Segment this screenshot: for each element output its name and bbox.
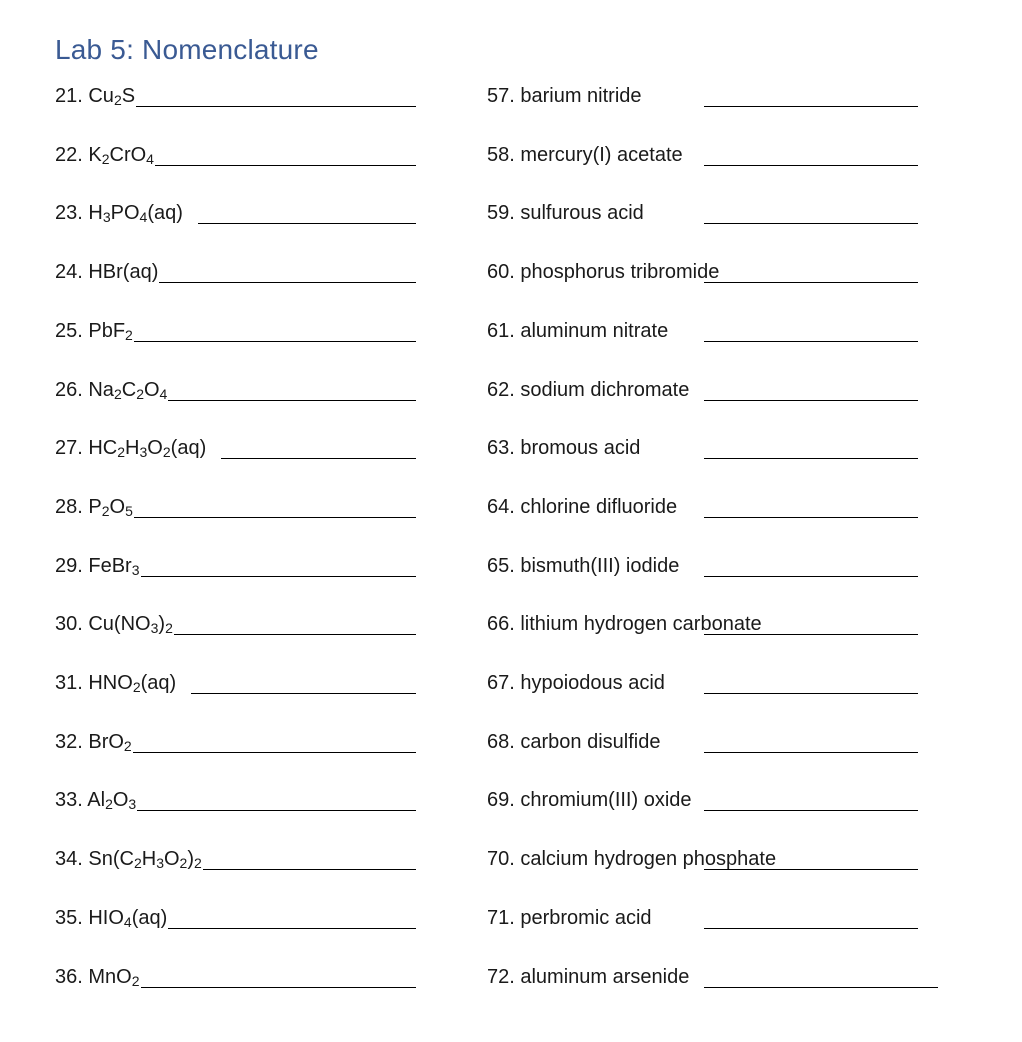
compound-name: bromous acid: [520, 437, 641, 460]
chemical-formula: $Sn(C_2H_3O_2)_2$: [88, 848, 202, 872]
question-number: 23.: [55, 202, 89, 225]
question-number: 70.: [487, 848, 521, 871]
question-number: 64.: [487, 495, 521, 518]
question-item: [487, 201, 644, 225]
answer-blank-line[interactable]: [704, 282, 918, 283]
answer-blank-line[interactable]: [704, 341, 918, 342]
answer-blank-line[interactable]: [141, 576, 417, 577]
question-item: [487, 612, 762, 636]
question-item: [487, 378, 689, 402]
question-item: [55, 84, 135, 108]
answer-blank-line[interactable]: [221, 458, 416, 459]
question-item: [487, 965, 689, 989]
answer-blank-line[interactable]: [704, 458, 918, 459]
answer-blank-line[interactable]: [137, 810, 416, 811]
chemical-formula: FeBr$_3$: [88, 554, 140, 578]
question-item: [487, 319, 668, 343]
question-number: 58.: [487, 143, 521, 166]
compound-name: mercury(I) acetate: [520, 143, 683, 166]
answer-blank-line[interactable]: [203, 869, 416, 870]
question-number: 30.: [55, 613, 89, 636]
question-number: 67.: [487, 672, 521, 694]
question-number: 24.: [55, 261, 89, 284]
answer-blank-line[interactable]: [704, 928, 918, 929]
compound-name: aluminum nitrate: [520, 319, 669, 342]
question-number: 61.: [487, 319, 521, 342]
question-number: 25.: [55, 319, 89, 342]
chemical-formula: $Na_2C_2O_4$: [88, 378, 168, 402]
answer-blank-line[interactable]: [704, 810, 918, 811]
answer-blank-line[interactable]: [704, 517, 918, 518]
question-number: 68.: [487, 730, 521, 753]
question-item: [487, 84, 642, 108]
chemical-formula: MnO$_2$: [88, 965, 140, 989]
answer-blank-line[interactable]: [704, 693, 918, 694]
question-item: [55, 319, 133, 343]
question-number: 35.: [55, 906, 89, 929]
question-number: 69.: [487, 789, 521, 812]
compound-name: sodium dichromate: [520, 378, 690, 401]
compound-name: bismuth(III) iodide: [520, 554, 680, 577]
question-number: 59.: [487, 202, 521, 225]
question-item: [55, 730, 132, 754]
question-number: 28.: [55, 495, 89, 518]
answer-blank-line[interactable]: [704, 165, 918, 166]
question-number: 36.: [55, 965, 89, 988]
answer-blank-line[interactable]: [191, 693, 416, 694]
answer-blank-line[interactable]: [174, 634, 416, 635]
chemical-formula: $H_3PO_4(aq)$: [88, 202, 183, 226]
question-number: 60.: [487, 261, 521, 284]
question-number: 32.: [55, 730, 89, 753]
question-number: 33.: [55, 789, 88, 812]
chemical-formula: $P_2O_5$: [88, 495, 133, 519]
compound-name: calcium hydrogen phosphate: [520, 848, 777, 871]
chemical-formula: $Al_2O_3$: [87, 789, 137, 813]
question-item: [487, 143, 683, 167]
question-number: 34.: [55, 848, 89, 871]
answer-blank-line[interactable]: [704, 223, 918, 224]
answer-blank-line[interactable]: [168, 928, 416, 929]
chemical-formula: $HC_2H_3O_2(aq)$: [88, 437, 207, 461]
question-item: [55, 495, 133, 519]
question-number: 66.: [487, 613, 521, 636]
question-item: [55, 847, 202, 871]
chemical-formula: HBr(aq): [88, 261, 159, 284]
question-number: 31.: [55, 672, 89, 694]
question-item: [55, 612, 173, 636]
answer-blank-line[interactable]: [134, 517, 416, 518]
answer-blank-line[interactable]: [134, 341, 416, 342]
question-item: [55, 906, 167, 930]
compound-name: perbromic acid: [520, 906, 652, 929]
chemical-formula: $HNO_2(aq)$: [88, 672, 177, 695]
compound-name: hypoiodous acid: [520, 672, 665, 694]
chemical-formula: BrO$_2$: [88, 730, 132, 754]
answer-blank-line[interactable]: [168, 400, 416, 401]
chemical-formula: $Cu_2S$: [88, 85, 136, 108]
question-item: [487, 847, 776, 871]
question-item: [487, 906, 652, 930]
question-number: 62.: [487, 378, 521, 401]
answer-blank-line[interactable]: [704, 106, 918, 107]
answer-blank-line[interactable]: [704, 869, 918, 870]
question-item: [487, 554, 679, 578]
question-item: [487, 260, 719, 284]
question-item: [55, 143, 154, 167]
question-item: [55, 260, 158, 284]
question-number: 65.: [487, 554, 521, 577]
question-item: [487, 436, 640, 460]
question-item: [55, 788, 136, 812]
chemical-formula: $K_2CrO_4$: [88, 143, 154, 167]
chemical-formula: $HIO_4(aq)$: [88, 906, 168, 930]
question-item: [487, 495, 677, 519]
answer-blank-line[interactable]: [133, 752, 416, 753]
question-item: [55, 671, 176, 695]
answer-blank-line[interactable]: [704, 752, 918, 753]
answer-blank-line[interactable]: [704, 987, 938, 988]
chemical-formula: $Cu(NO_3)_2$: [88, 613, 173, 637]
question-item: [55, 201, 183, 225]
answer-blank-line[interactable]: [141, 987, 417, 988]
compound-name: chromium(III) oxide: [520, 789, 692, 812]
page-title: Lab 5: Nomenclature: [55, 34, 319, 65]
question-item: [487, 671, 665, 695]
question-item: [487, 788, 692, 812]
question-number: 26.: [55, 378, 89, 401]
question-item: [55, 436, 206, 460]
question-item: [55, 378, 167, 402]
question-number: 72.: [487, 965, 521, 988]
compound-name: sulfurous acid: [520, 202, 644, 225]
answer-blank-line[interactable]: [704, 400, 918, 401]
question-number: 63.: [487, 437, 521, 460]
question-number: 71.: [487, 906, 521, 929]
compound-name: lithium hydrogen carbonate: [520, 613, 762, 636]
compound-name: chlorine difluoride: [520, 495, 678, 518]
compound-name: barium nitride: [520, 85, 642, 107]
answer-blank-line[interactable]: [198, 223, 416, 224]
question-item: [55, 965, 140, 989]
answer-blank-line[interactable]: [704, 634, 918, 635]
answer-blank-line[interactable]: [136, 106, 416, 107]
compound-name: aluminum arsenide: [520, 965, 690, 988]
question-item: [487, 730, 660, 754]
answer-blank-line[interactable]: [704, 576, 918, 577]
answer-blank-line[interactable]: [155, 165, 416, 166]
question-number: 22.: [55, 143, 89, 166]
question-number: 21.: [55, 85, 89, 107]
question-number: 27.: [55, 437, 89, 460]
question-number: 29.: [55, 554, 89, 577]
compound-name: phosphorus tribromide: [520, 261, 720, 284]
compound-name: carbon disulfide: [520, 730, 661, 753]
question-number: 57.: [487, 85, 521, 107]
answer-blank-line[interactable]: [159, 282, 416, 283]
question-item: [55, 554, 140, 578]
chemical-formula: PbF$_2$: [88, 319, 133, 343]
